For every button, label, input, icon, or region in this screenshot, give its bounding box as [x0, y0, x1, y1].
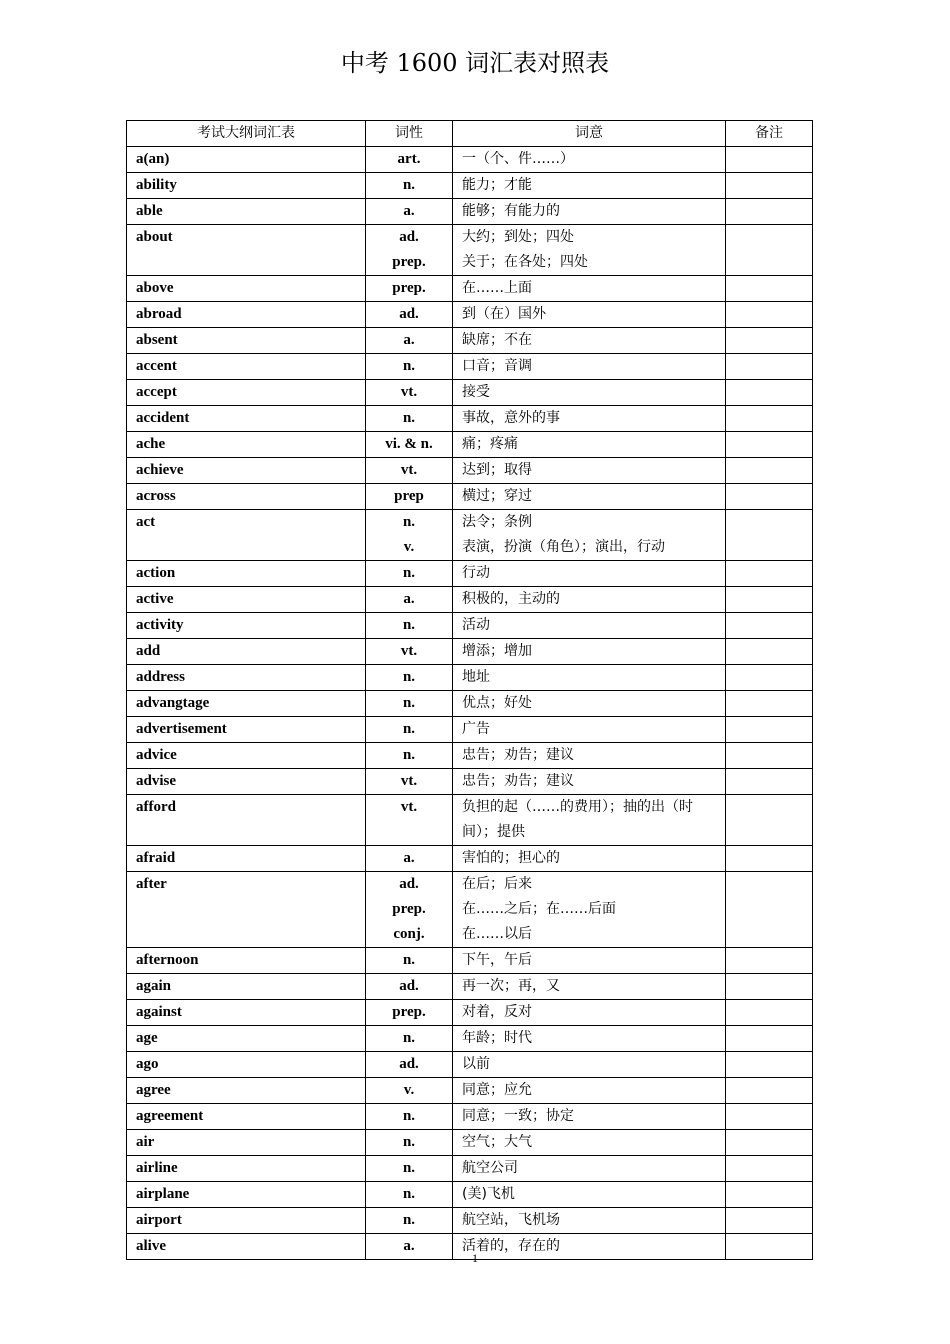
note-cell [726, 1078, 813, 1104]
meaning-cell [453, 948, 726, 974]
meaning-line: 活着的，存在的 [462, 1238, 560, 1254]
word-cell: advangtage [127, 691, 366, 717]
meaning-line: 一（个、件……） [462, 151, 574, 167]
meaning-line: 事故，意外的事 [462, 410, 560, 426]
note-cell [726, 1026, 813, 1052]
meaning-line: 缺席；不在 [462, 332, 532, 348]
table-row [127, 846, 813, 872]
meaning-line: 航空站，飞机场 [462, 1212, 560, 1228]
word-cell: ache [127, 432, 366, 458]
table-row [127, 1156, 813, 1182]
word-cell: agreement [127, 1104, 366, 1130]
meaning-cell [453, 1052, 726, 1078]
pos-cell [366, 484, 453, 510]
table-row [127, 354, 813, 380]
pos-cell [366, 225, 453, 276]
meaning-cell [453, 587, 726, 613]
meaning-cell [453, 354, 726, 380]
note-cell [726, 561, 813, 587]
meaning-cell [453, 199, 726, 225]
pos-line: ad. [399, 1056, 419, 1072]
meaning-cell [453, 795, 726, 846]
meaning-cell [453, 276, 726, 302]
word-cell: above [127, 276, 366, 302]
pos-line: n. [402, 617, 416, 633]
meaning-cell [453, 639, 726, 665]
meaning-line: 忠告；劝告；建议 [462, 747, 574, 763]
pos-line: a. [403, 1238, 415, 1254]
pos-line: prep. [392, 901, 426, 917]
table-row [127, 199, 813, 225]
meaning-cell [453, 484, 726, 510]
pos-line: prep. [392, 1004, 426, 1020]
pos-line: prep. [392, 254, 426, 270]
pos-cell [366, 1078, 453, 1104]
word-cell: add [127, 639, 366, 665]
pos-cell [366, 1000, 453, 1026]
meaning-cell [453, 1000, 726, 1026]
meaning-cell [453, 665, 726, 691]
word-cell: air [127, 1130, 366, 1156]
header-word: 考试大纲词汇表 [127, 121, 366, 147]
pos-cell [366, 1208, 453, 1234]
table-row [127, 484, 813, 510]
table-row [127, 147, 813, 173]
meaning-line: 在……之后；在……后面 [462, 901, 616, 917]
note-cell [726, 406, 813, 432]
header-meaning: 词意 [453, 121, 726, 147]
meaning-cell [453, 173, 726, 199]
table-row [127, 1078, 813, 1104]
meaning-line: 大约；到处；四处 [462, 229, 574, 245]
pos-line: conj. [393, 926, 425, 942]
word-cell: address [127, 665, 366, 691]
meaning-cell [453, 846, 726, 872]
table-row [127, 328, 813, 354]
pos-line: art. [397, 151, 421, 167]
meaning-cell [453, 743, 726, 769]
pos-line: n. [402, 410, 416, 426]
table-row [127, 691, 813, 717]
pos-cell [366, 199, 453, 225]
word-cell: airport [127, 1208, 366, 1234]
pos-line: ad. [399, 229, 419, 245]
note-cell [726, 276, 813, 302]
pos-cell [366, 691, 453, 717]
pos-line: prep. [392, 280, 426, 296]
meaning-line: 航空公司 [462, 1160, 518, 1176]
pos-cell [366, 432, 453, 458]
pos-cell [366, 302, 453, 328]
word-cell: after [127, 872, 366, 948]
table-row [127, 561, 813, 587]
pos-cell [366, 276, 453, 302]
word-cell: again [127, 974, 366, 1000]
note-cell [726, 717, 813, 743]
note-cell [726, 1000, 813, 1026]
table-row [127, 510, 813, 561]
word-cell: a(an) [127, 147, 366, 173]
pos-cell [366, 147, 453, 173]
meaning-line: 接受 [462, 384, 490, 400]
pos-cell [366, 872, 453, 948]
meaning-cell [453, 717, 726, 743]
pos-line: n. [402, 1160, 416, 1176]
note-cell [726, 225, 813, 276]
meaning-line: 表演，扮演（角色）；演出，行动 [462, 539, 665, 555]
word-cell: active [127, 587, 366, 613]
word-cell: afraid [127, 846, 366, 872]
meaning-line: 广告 [462, 721, 490, 737]
pos-line: ad. [399, 306, 419, 322]
note-cell [726, 795, 813, 846]
pos-line: v. [403, 539, 415, 555]
pos-cell [366, 613, 453, 639]
meaning-cell [453, 225, 726, 276]
meaning-cell [453, 1104, 726, 1130]
table-row [127, 769, 813, 795]
meaning-line: 痛；疼痛 [462, 436, 518, 452]
note-cell [726, 328, 813, 354]
pos-line: n. [402, 1108, 416, 1124]
pos-cell [366, 380, 453, 406]
note-cell [726, 769, 813, 795]
pos-line: n. [402, 514, 416, 530]
meaning-cell [453, 1156, 726, 1182]
table-row [127, 302, 813, 328]
word-cell: airline [127, 1156, 366, 1182]
pos-line: n. [402, 358, 416, 374]
pos-cell [366, 665, 453, 691]
meaning-line: 害怕的；担心的 [462, 850, 560, 866]
meaning-cell [453, 1026, 726, 1052]
note-cell [726, 691, 813, 717]
meaning-line: 积极的，主动的 [462, 591, 560, 607]
pos-cell [366, 974, 453, 1000]
table-row [127, 974, 813, 1000]
pos-line: n. [402, 669, 416, 685]
note-cell [726, 432, 813, 458]
meaning-cell [453, 147, 726, 173]
page-title: 中考 1600 词汇表对照表 [340, 49, 610, 77]
pos-line: vi. & n. [385, 436, 433, 452]
meaning-line: 下午，午后 [462, 952, 532, 968]
word-cell: accident [127, 406, 366, 432]
pos-line: prep [394, 488, 424, 504]
meaning-line: 对着，反对 [462, 1004, 532, 1020]
meaning-cell [453, 1182, 726, 1208]
pos-cell [366, 1052, 453, 1078]
meaning-cell [453, 458, 726, 484]
word-cell: across [127, 484, 366, 510]
table-row [127, 665, 813, 691]
word-cell: afternoon [127, 948, 366, 974]
pos-line: n. [402, 1186, 416, 1202]
pos-cell [366, 1130, 453, 1156]
meaning-line: 增添；增加 [462, 643, 532, 659]
meaning-cell [453, 1078, 726, 1104]
table-row [127, 276, 813, 302]
meaning-line: 负担的起（……的费用）；抽的出（时 [462, 799, 693, 815]
meaning-cell [453, 872, 726, 948]
page-number: 1 [472, 1251, 478, 1265]
pos-cell [366, 769, 453, 795]
meaning-line: 以前 [462, 1056, 490, 1072]
word-cell: agree [127, 1078, 366, 1104]
pos-line: n. [402, 565, 416, 581]
meaning-line: 年龄；时代 [462, 1030, 532, 1046]
word-cell: able [127, 199, 366, 225]
word-cell: about [127, 225, 366, 276]
table-header-row [127, 121, 813, 147]
word-cell: ago [127, 1052, 366, 1078]
word-cell: action [127, 561, 366, 587]
note-cell [726, 199, 813, 225]
meaning-cell [453, 561, 726, 587]
pos-cell [366, 639, 453, 665]
meaning-line: 口音；音调 [462, 358, 532, 374]
note-cell [726, 484, 813, 510]
table-row [127, 717, 813, 743]
table-row [127, 1000, 813, 1026]
meaning-line: (美)飞机 [462, 1186, 515, 1202]
pos-cell [366, 795, 453, 846]
word-cell: abroad [127, 302, 366, 328]
meaning-line: 行动 [462, 565, 490, 581]
pos-line: a. [403, 591, 415, 607]
word-cell: age [127, 1026, 366, 1052]
pos-line: vt. [400, 799, 418, 815]
meaning-line: 空气；大气 [462, 1134, 532, 1150]
word-cell: advice [127, 743, 366, 769]
pos-line: vt. [400, 462, 418, 478]
note-cell [726, 613, 813, 639]
pos-line: n. [402, 1134, 416, 1150]
note-cell [726, 147, 813, 173]
meaning-line: 优点；好处 [462, 695, 532, 711]
table-row [127, 173, 813, 199]
word-cell: alive [127, 1234, 366, 1260]
pos-line: a. [403, 850, 415, 866]
meaning-cell [453, 302, 726, 328]
table-row [127, 872, 813, 948]
meaning-line: 活动 [462, 617, 490, 633]
pos-line: v. [403, 1082, 415, 1098]
note-cell [726, 354, 813, 380]
pos-cell [366, 846, 453, 872]
pos-cell [366, 717, 453, 743]
meaning-cell [453, 432, 726, 458]
meaning-cell [453, 380, 726, 406]
meaning-line: 在后；后来 [462, 876, 532, 892]
note-cell [726, 1130, 813, 1156]
pos-cell [366, 743, 453, 769]
pos-cell [366, 1156, 453, 1182]
word-cell: achieve [127, 458, 366, 484]
note-cell [726, 1156, 813, 1182]
word-cell: advise [127, 769, 366, 795]
pos-cell [366, 948, 453, 974]
pos-cell [366, 328, 453, 354]
pos-line: n. [402, 1212, 416, 1228]
meaning-cell [453, 328, 726, 354]
word-cell: advertisement [127, 717, 366, 743]
pos-cell [366, 510, 453, 561]
pos-cell [366, 1182, 453, 1208]
pos-line: vt. [400, 643, 418, 659]
header-note: 备注 [726, 121, 813, 147]
note-cell [726, 380, 813, 406]
vocabulary-table [126, 120, 813, 1260]
meaning-line: 在……以后 [462, 926, 532, 942]
note-cell [726, 587, 813, 613]
table-row [127, 743, 813, 769]
pos-line: vt. [400, 773, 418, 789]
table-row [127, 225, 813, 276]
pos-line: ad. [399, 876, 419, 892]
meaning-line: 间）；提供 [462, 824, 525, 840]
table-row [127, 587, 813, 613]
meaning-cell [453, 1130, 726, 1156]
note-cell [726, 639, 813, 665]
meaning-cell [453, 974, 726, 1000]
note-cell [726, 1182, 813, 1208]
meaning-cell [453, 769, 726, 795]
note-cell [726, 948, 813, 974]
meaning-line: 达到；取得 [462, 462, 532, 478]
note-cell [726, 1208, 813, 1234]
word-cell: act [127, 510, 366, 561]
word-cell: absent [127, 328, 366, 354]
pos-cell [366, 173, 453, 199]
note-cell [726, 302, 813, 328]
word-cell: against [127, 1000, 366, 1026]
note-cell [726, 665, 813, 691]
table-row [127, 1026, 813, 1052]
meaning-line: 横过；穿过 [462, 488, 532, 504]
meaning-line: 同意；一致；协定 [462, 1108, 574, 1124]
table-row [127, 432, 813, 458]
table-row [127, 1104, 813, 1130]
pos-line: a. [403, 332, 415, 348]
table-row [127, 639, 813, 665]
note-cell [726, 974, 813, 1000]
pos-line: n. [402, 695, 416, 711]
word-cell: accent [127, 354, 366, 380]
pos-line: n. [402, 721, 416, 737]
word-cell: accept [127, 380, 366, 406]
note-cell [726, 743, 813, 769]
meaning-line: 到（在）国外 [462, 306, 546, 322]
meaning-cell [453, 613, 726, 639]
meaning-line: 能力；才能 [462, 177, 532, 193]
word-cell: ability [127, 173, 366, 199]
word-cell: afford [127, 795, 366, 846]
table-row [127, 380, 813, 406]
pos-cell [366, 1104, 453, 1130]
pos-cell [366, 587, 453, 613]
note-cell [726, 173, 813, 199]
note-cell [726, 1052, 813, 1078]
pos-cell [366, 561, 453, 587]
meaning-line: 地址 [462, 669, 490, 685]
pos-line: n. [402, 952, 416, 968]
table-row [127, 1130, 813, 1156]
pos-line: a. [403, 203, 415, 219]
pos-line: n. [402, 1030, 416, 1046]
pos-cell [366, 354, 453, 380]
meaning-line: 同意；应允 [462, 1082, 532, 1098]
note-cell [726, 1104, 813, 1130]
note-cell [726, 872, 813, 948]
pos-cell [366, 406, 453, 432]
pos-line: n. [402, 747, 416, 763]
table-row [127, 406, 813, 432]
table-row [127, 1052, 813, 1078]
pos-line: vt. [400, 384, 418, 400]
meaning-line: 法令；条例 [462, 514, 532, 530]
table-row [127, 613, 813, 639]
table-row [127, 948, 813, 974]
pos-cell [366, 458, 453, 484]
word-cell: activity [127, 613, 366, 639]
table-row [127, 1208, 813, 1234]
meaning-line: 能够；有能力的 [462, 203, 560, 219]
table-row [127, 795, 813, 846]
meaning-cell [453, 691, 726, 717]
meaning-line: 再一次；再，又 [462, 978, 560, 994]
meaning-cell [453, 1208, 726, 1234]
header-pos: 词性 [366, 121, 453, 147]
pos-line: ad. [399, 978, 419, 994]
pos-line: n. [402, 177, 416, 193]
note-cell [726, 510, 813, 561]
table-row [127, 1182, 813, 1208]
meaning-cell [453, 510, 726, 561]
meaning-cell [453, 406, 726, 432]
meaning-line: 在……上面 [462, 280, 532, 296]
meaning-line: 关于；在各处；四处 [462, 254, 588, 270]
table-row [127, 458, 813, 484]
meaning-line: 忠告；劝告；建议 [462, 773, 574, 789]
note-cell [726, 458, 813, 484]
note-cell [726, 846, 813, 872]
vocabulary-body [127, 147, 813, 1260]
word-cell: airplane [127, 1182, 366, 1208]
pos-cell [366, 1026, 453, 1052]
